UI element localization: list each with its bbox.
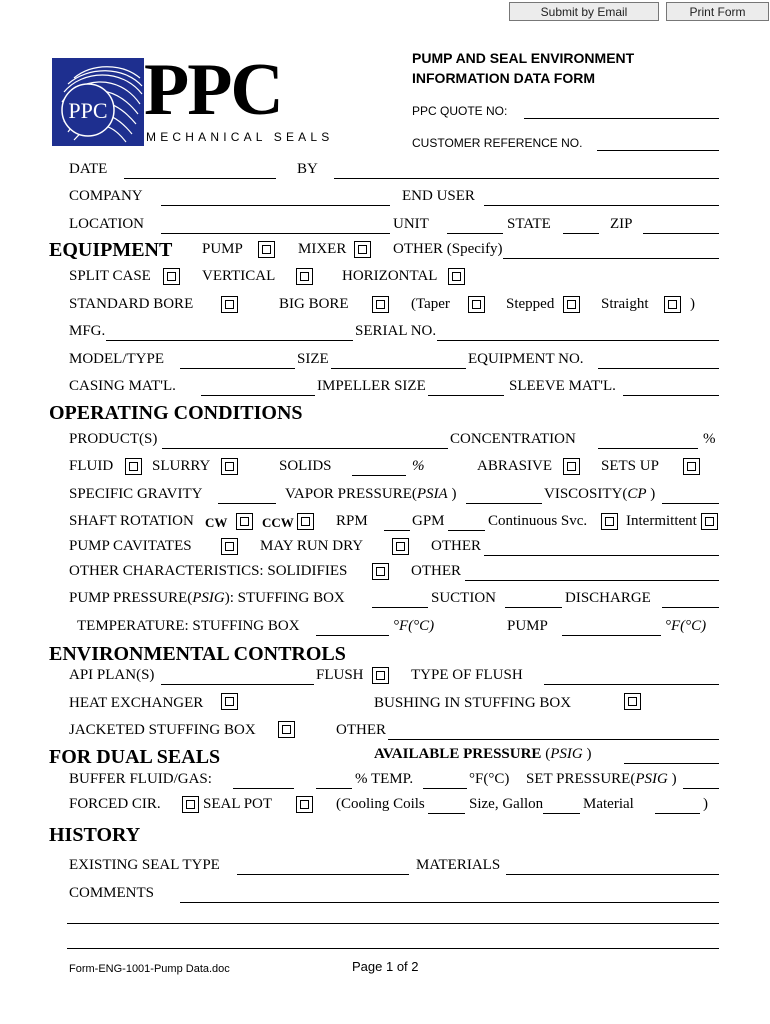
dual-temp-label: % TEMP. — [355, 771, 414, 787]
discharge-field[interactable] — [662, 607, 719, 608]
buffer-fluid-field[interactable] — [233, 788, 294, 789]
pump-label: PUMP — [202, 241, 243, 257]
comments-label: COMMENTS — [69, 885, 155, 901]
set-pressure-label: SET PRESSURE(PSIG ) — [526, 771, 677, 787]
discharge-label: DISCHARGE — [565, 590, 651, 606]
existing-seal-type-field[interactable] — [237, 874, 409, 875]
quote-no-label: PPC QUOTE NO: — [412, 104, 508, 118]
impeller-size-field[interactable] — [428, 395, 504, 396]
concentration-percent: % — [703, 431, 716, 447]
viscosity-field[interactable] — [662, 503, 719, 504]
available-pressure-label: AVAILABLE PRESSURE (PSIG ) — [374, 746, 592, 762]
specific-gravity-label: SPECIFIC GRAVITY — [69, 486, 203, 502]
equipment-no-field[interactable] — [598, 368, 719, 369]
big-bore-label: BIG BORE — [279, 296, 349, 312]
unit-field[interactable] — [447, 233, 503, 234]
seal-pot-label: SEAL POT — [203, 796, 273, 812]
vapor-pressure-field[interactable] — [466, 503, 542, 504]
fluid-checkbox[interactable] — [125, 458, 142, 475]
model-type-field[interactable] — [180, 368, 295, 369]
cw-label: CW — [205, 515, 228, 530]
products-label: PRODUCT(S) — [69, 431, 158, 447]
material-label: Material — [583, 796, 634, 812]
seal-pot-checkbox[interactable] — [296, 796, 313, 813]
pump-cavitates-checkbox[interactable] — [221, 538, 238, 555]
api-plans-label: API PLAN(S) — [69, 667, 155, 683]
size-field[interactable] — [331, 368, 466, 369]
sets-up-label: SETS UP — [601, 458, 659, 474]
gpm-field[interactable] — [448, 530, 485, 531]
gpm-label: GPM — [412, 513, 445, 529]
forced-cir-checkbox[interactable] — [182, 796, 199, 813]
standard-bore-checkbox[interactable] — [221, 296, 238, 313]
casing-matl-field[interactable] — [201, 395, 315, 396]
state-field[interactable] — [563, 233, 599, 234]
submit-by-email-button[interactable]: Submit by Email — [509, 2, 659, 21]
flush-label: FLUSH — [316, 667, 364, 683]
by-label: BY — [297, 161, 318, 177]
temperature-pump-field[interactable] — [562, 635, 661, 636]
buffer-percent-field[interactable] — [316, 788, 352, 789]
by-field[interactable] — [334, 178, 719, 179]
ppc-logo — [52, 49, 334, 148]
may-run-dry-label: MAY RUN DRY — [260, 538, 364, 554]
other-specify-label: OTHER (Specify) — [393, 241, 503, 257]
print-form-button[interactable]: Print Form — [666, 2, 769, 21]
slurry-checkbox[interactable] — [221, 458, 238, 475]
taper-checkbox[interactable] — [468, 296, 485, 313]
api-plans-field[interactable] — [161, 684, 314, 685]
viscosity-label: VISCOSITY(CP ) — [544, 486, 656, 502]
jacketed-stuffing-box-label: JACKETED STUFFING BOX — [69, 722, 256, 738]
end-user-field[interactable] — [484, 205, 719, 206]
stepped-checkbox[interactable] — [563, 296, 580, 313]
model-type-label: MODEL/TYPE — [69, 351, 164, 367]
ccw-checkbox[interactable] — [297, 513, 314, 530]
dual-close-paren: ) — [703, 796, 708, 812]
zip-label: ZIP — [610, 216, 633, 232]
logo-tagline: MECHANICAL SEALS — [146, 130, 334, 144]
operating-conditions-heading: OPERATING CONDITIONS — [49, 402, 303, 424]
history-heading: HISTORY — [49, 824, 141, 846]
sets-up-checkbox[interactable] — [683, 458, 700, 475]
mixer-label: MIXER — [298, 241, 347, 257]
temperature-label: TEMPERATURE: STUFFING BOX — [77, 618, 300, 634]
location-field[interactable] — [161, 233, 390, 234]
form-title-line1: PUMP AND SEAL ENVIRONMENT — [412, 50, 635, 66]
materials-field[interactable] — [506, 874, 719, 875]
logo-emblem-icon — [52, 58, 144, 146]
casing-matl-label: CASING MAT'L. — [69, 378, 176, 394]
mfg-field[interactable] — [106, 340, 353, 341]
temperature-pump-label: PUMP — [507, 618, 548, 634]
solidifies-label: OTHER CHARACTERISTICS: SOLIDIFIES — [69, 563, 348, 579]
set-pressure-field[interactable] — [683, 788, 719, 789]
rpm-field[interactable] — [384, 530, 410, 531]
company-label: COMPANY — [69, 188, 143, 204]
products-field[interactable] — [162, 448, 448, 449]
comments-field-line1[interactable] — [180, 902, 719, 903]
vapor-pressure-label: VAPOR PRESSURE(PSIA ) — [285, 486, 457, 502]
size-label: SIZE — [297, 351, 329, 367]
big-bore-checkbox[interactable] — [372, 296, 389, 313]
specific-gravity-field[interactable] — [218, 503, 276, 504]
solidifies-checkbox[interactable] — [372, 563, 389, 580]
dual-temp-field[interactable] — [423, 788, 467, 789]
pump-cavitates-label: PUMP CAVITATES — [69, 538, 192, 554]
cavitates-other-field[interactable] — [484, 555, 719, 556]
environmental-other-field[interactable] — [388, 739, 719, 740]
suction-field[interactable] — [505, 607, 562, 608]
straight-checkbox[interactable] — [664, 296, 681, 313]
bushing-checkbox[interactable] — [624, 693, 641, 710]
pump-pressure-label: PUMP PRESSURE(PSIG): STUFFING BOX — [69, 590, 345, 606]
may-run-dry-checkbox[interactable] — [392, 538, 409, 555]
pressure-stuffing-box-field[interactable] — [372, 607, 428, 608]
state-label: STATE — [507, 216, 551, 232]
intermittent-label: Intermittent — [626, 513, 697, 529]
straight-label: Straight — [601, 296, 649, 312]
materials-label: MATERIALS — [416, 857, 501, 873]
suction-label: SUCTION — [431, 590, 497, 606]
temperature-stuffing-box-field[interactable] — [316, 635, 389, 636]
quote-no-field[interactable] — [524, 118, 719, 119]
characteristics-other-label: OTHER — [411, 563, 461, 579]
company-field[interactable] — [161, 205, 390, 206]
location-label: LOCATION — [69, 216, 144, 232]
date-field[interactable] — [124, 178, 276, 179]
pump-checkbox[interactable] — [258, 241, 275, 258]
cavitates-other-label: OTHER — [431, 538, 481, 554]
page-number: Page 1 of 2 — [352, 959, 419, 974]
abrasive-checkbox[interactable] — [563, 458, 580, 475]
equipment-no-label: EQUIPMENT NO. — [468, 351, 584, 367]
date-label: DATE — [69, 161, 108, 177]
split-case-label: SPLIT CASE — [69, 268, 151, 284]
logo-wordmark: PPC — [144, 49, 282, 131]
impeller-size-label: IMPELLER SIZE — [317, 378, 426, 394]
solids-percent: % — [412, 458, 425, 474]
solids-label: SOLIDS — [279, 458, 332, 474]
mixer-checkbox[interactable] — [354, 241, 371, 258]
temperature-pump-unit: °F(°C) — [665, 618, 707, 634]
unit-label: UNIT — [393, 216, 429, 232]
customer-ref-field[interactable] — [597, 150, 719, 151]
cw-checkbox[interactable] — [236, 513, 253, 530]
jacketed-stuffing-box-checkbox[interactable] — [278, 721, 295, 738]
horizontal-checkbox[interactable] — [448, 268, 465, 285]
size-gallon-label: Size, Gallon — [469, 796, 544, 812]
vertical-label: VERTICAL — [202, 268, 276, 284]
footer-filename: Form-ENG-1001-Pump Data.doc — [69, 963, 230, 975]
environmental-controls-heading: ENVIRONMENTAL CONTROLS — [49, 643, 346, 665]
end-user-label: END USER — [402, 188, 475, 204]
concentration-field[interactable] — [598, 448, 698, 449]
rpm-label: RPM — [336, 513, 368, 529]
customer-ref-label: CUSTOMER REFERENCE NO. — [412, 136, 583, 150]
bore-close-paren: ) — [690, 296, 695, 312]
abrasive-label: ABRASIVE — [477, 458, 553, 474]
ccw-label: CCW — [262, 515, 294, 530]
other-specify-field[interactable] — [503, 258, 719, 259]
taper-label: (Taper — [411, 296, 450, 312]
type-of-flush-label: TYPE OF FLUSH — [411, 667, 523, 683]
continuous-svc-checkbox[interactable] — [601, 513, 618, 530]
sleeve-matl-label: SLEEVE MAT'L. — [509, 378, 616, 394]
standard-bore-label: STANDARD BORE — [69, 296, 194, 312]
solids-field[interactable] — [352, 475, 406, 476]
flush-checkbox[interactable] — [372, 667, 389, 684]
concentration-label: CONCENTRATION — [450, 431, 576, 447]
form-title-line2: INFORMATION DATA FORM — [412, 70, 596, 86]
intermittent-checkbox[interactable] — [701, 513, 718, 530]
svg-text:PPC: PPC — [68, 98, 108, 123]
stepped-label: Stepped — [506, 296, 555, 312]
size-gallon-field[interactable] — [543, 813, 580, 814]
sleeve-matl-field[interactable] — [623, 395, 719, 396]
forced-cir-label: FORCED CIR. — [69, 796, 161, 812]
existing-seal-type-label: EXISTING SEAL TYPE — [69, 857, 220, 873]
shaft-rotation-label: SHAFT ROTATION — [69, 513, 194, 529]
characteristics-other-field[interactable] — [465, 580, 719, 581]
vertical-checkbox[interactable] — [296, 268, 313, 285]
serial-no-field[interactable] — [437, 340, 719, 341]
cooling-coils-field[interactable] — [428, 813, 465, 814]
material-field[interactable] — [655, 813, 700, 814]
heat-exchanger-label: HEAT EXCHANGER — [69, 695, 204, 711]
split-case-checkbox[interactable] — [163, 268, 180, 285]
serial-no-label: SERIAL NO. — [355, 323, 437, 339]
zip-field[interactable] — [643, 233, 719, 234]
horizontal-label: HORIZONTAL — [342, 268, 438, 284]
mfg-label: MFG. — [69, 323, 106, 339]
cooling-coils-label: (Cooling Coils — [336, 796, 425, 812]
heat-exchanger-checkbox[interactable] — [221, 693, 238, 710]
available-pressure-field[interactable] — [624, 763, 719, 764]
buffer-fluid-label: BUFFER FLUID/GAS: — [69, 771, 212, 787]
equipment-heading: EQUIPMENT — [49, 239, 173, 261]
comments-field-line3[interactable] — [67, 948, 719, 949]
dual-temp-unit: °F(°C) — [469, 771, 510, 787]
temperature-unit: °F(°C) — [393, 618, 435, 634]
continuous-svc-label: Continuous Svc. — [488, 513, 588, 529]
comments-field-line2[interactable] — [67, 923, 719, 924]
dual-seals-heading: FOR DUAL SEALS — [49, 746, 221, 768]
bushing-label: BUSHING IN STUFFING BOX — [374, 695, 572, 711]
environmental-other-label: OTHER — [336, 722, 386, 738]
type-of-flush-field[interactable] — [544, 684, 719, 685]
slurry-label: SLURRY — [152, 458, 211, 474]
fluid-label: FLUID — [69, 458, 114, 474]
